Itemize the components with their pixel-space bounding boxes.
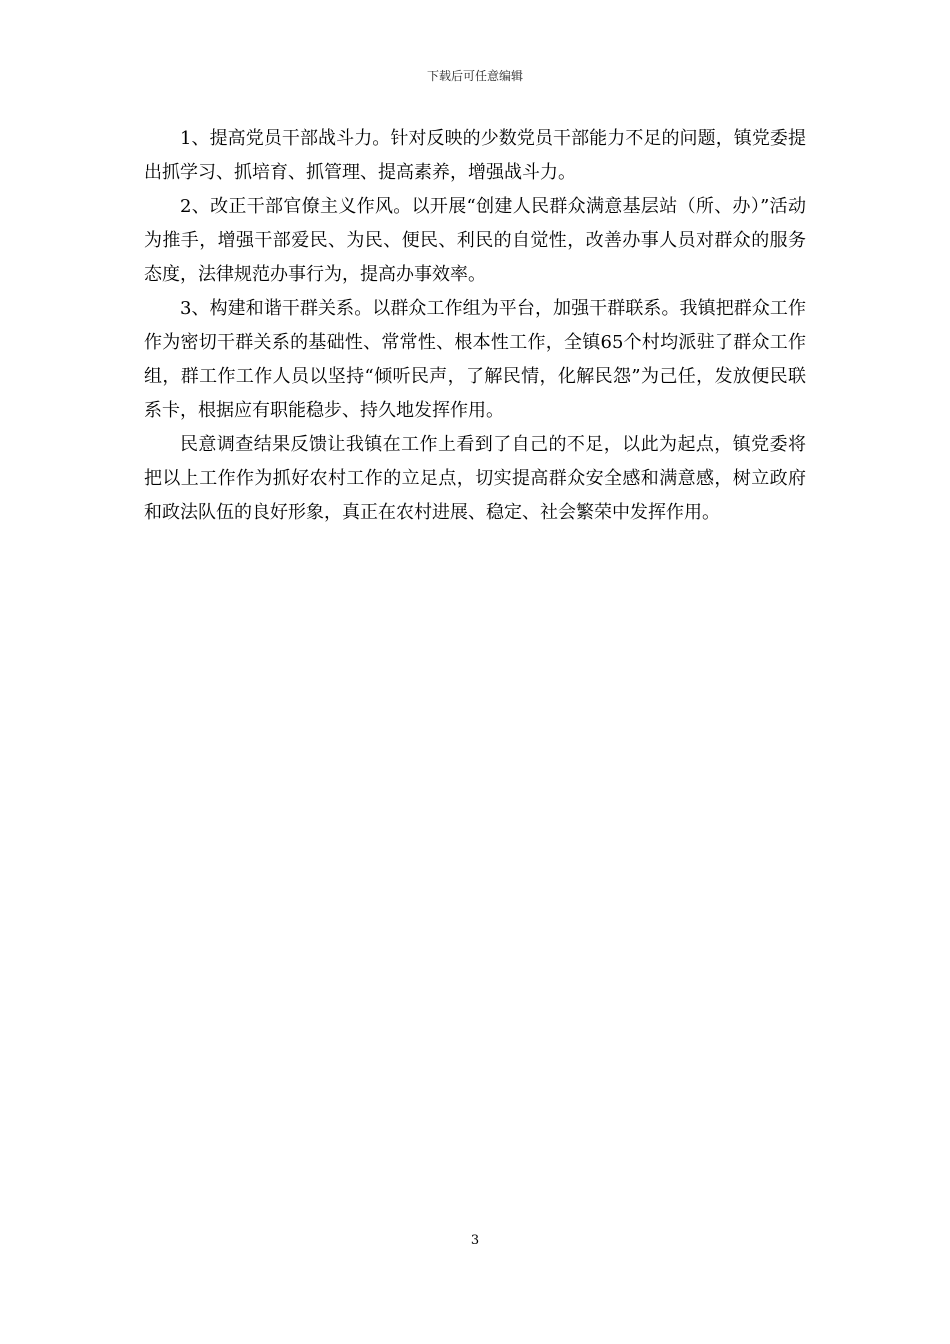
page-header-note: 下载后可任意编辑 — [426, 69, 523, 83]
paragraph-3: 3、构建和谐干群关系。以群众工作组为平台，加强干群联系。我镇把群众工作作为密切干群关系的基础性、常常性、根本性工作，全镇65个村均派驻了群众工作组，群工作工作人员以坚持“倾听民声，了解民情，化解民怨”为己任，发放便民联系卡，根据应有职能稳步、持久地发挥作用。 — [144, 298, 806, 421]
paragraph-4: 民意调查结果反馈让我镇在工作上看到了自己的不足，以此为起点，镇党委将把以上工作作为抓好农村工作的立足点，切实提高群众安全感和满意感，树立政府和政法队伍的良好形象，真正在农村进展、稳定、社会繁荣中发挥作用。 — [144, 434, 806, 523]
paragraph-2: 2、改正干部官僚主义作风。以开展“创建人民群众满意基层站（所、办）”活动为推手，增强干部爱民、为民、便民、利民的自觉性，改善办事人员对群众的服务态度，法律规范办事行为，提高办事效率。 — [144, 196, 806, 285]
page-number: 3 — [470, 1233, 480, 1248]
document-body — [144, 122, 806, 530]
paragraph-1: 1、提高党员干部战斗力。针对反映的少数党员干部能力不足的问题，镇党委提出抓学习、抓培育、抓管理、提高素养，增强战斗力。 — [144, 128, 806, 183]
